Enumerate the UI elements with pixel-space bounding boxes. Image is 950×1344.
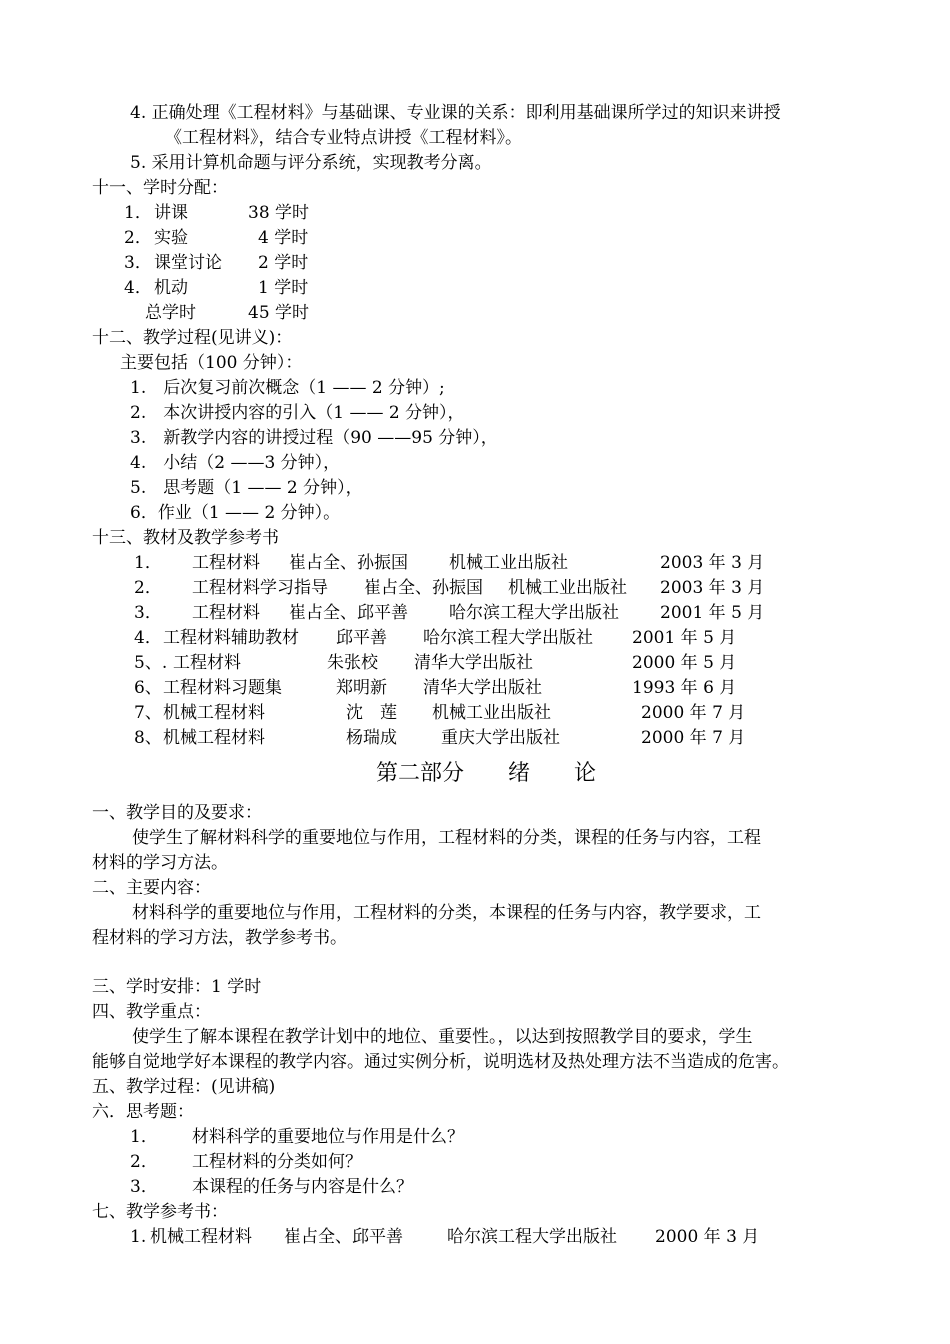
book-title: 工程材料 <box>192 553 260 573</box>
book-date: 2000 年 5 月 <box>632 653 737 673</box>
ref-publisher: 哈尔滨工程大学出版社 <box>447 1227 617 1247</box>
book-title: 机械工程材料 <box>163 728 265 748</box>
book-publisher: 哈尔滨工程大学出版社 <box>423 628 593 648</box>
content-line2: 程材料的学习方法，教学参考书。 <box>92 928 347 948</box>
hours-value: 2 学时 <box>258 253 309 273</box>
book-date: 2001 年 5 月 <box>632 628 737 648</box>
book-title: 工程材料辅助教材 <box>163 628 299 648</box>
goal-line2: 材料的学习方法。 <box>92 853 228 873</box>
book-date: 1993 年 6 月 <box>632 678 737 698</box>
book-title: 工程材料习题集 <box>163 678 282 698</box>
process-item: 4. 小结（2 ——3 分钟）， <box>130 453 341 473</box>
part2-title: 第二部分 绪 论 <box>376 761 597 786</box>
book-title: 工程材料学习指导 <box>192 578 328 598</box>
book-title: 机械工程材料 <box>163 703 265 723</box>
hours-total-value: 45 学时 <box>248 303 310 323</box>
book-author: 杨瑞成 <box>346 728 397 748</box>
process-item: 1. 后次复习前次概念（1 —— 2 分钟）; <box>130 378 445 398</box>
book-date: 2001 年 5 月 <box>660 603 765 623</box>
book-num: 1． <box>134 553 162 573</box>
item4-line2: 《工程材料》，结合专业特点讲授《工程材料》。 <box>165 128 522 148</box>
book-publisher: 清华大学出版社 <box>414 653 533 673</box>
book-publisher: 清华大学出版社 <box>423 678 542 698</box>
book-author: 崔占全、邱平善 <box>289 603 408 623</box>
book-num: 2． <box>134 578 162 598</box>
book-date: 2000 年 7 月 <box>641 703 746 723</box>
focus-line1: 使学生了解本课程在教学计划中的地位、重要性。，以达到按照教学目的要求，学生 <box>132 1027 753 1047</box>
books-heading: 十三、教材及教学参考书 <box>92 528 279 548</box>
book-date: 2000 年 7 月 <box>641 728 746 748</box>
hours-value: 38 学时 <box>248 203 310 223</box>
refs-heading: 七、教学参考书： <box>92 1202 228 1222</box>
book-publisher: 机械工业出版社 <box>432 703 551 723</box>
book-date: 2003 年 3 月 <box>660 578 765 598</box>
process-heading: 十二、教学过程(见讲义)： <box>92 328 293 348</box>
book-publisher: 机械工业出版社 <box>449 553 568 573</box>
hours-heading: 十一、学时分配： <box>92 178 228 198</box>
book-num: 5、. <box>134 653 168 673</box>
book-date: 2003 年 3 月 <box>660 553 765 573</box>
question-text: 材料科学的重要地位与作用是什么？ <box>192 1127 464 1147</box>
hours-label: 课堂讨论 <box>154 253 222 273</box>
question-num: 2． <box>130 1152 158 1172</box>
goal-line1: 使学生了解材料科学的重要地位与作用，工程材料的分类，课程的任务与内容，工程 <box>132 828 761 848</box>
hours-value: 4 学时 <box>258 228 309 248</box>
ref-title: 机械工程材料 <box>150 1227 252 1247</box>
process-intro: 主要包括（100 分钟）： <box>120 353 303 373</box>
process-item: 5. 思考题（1 —— 2 分钟）， <box>130 478 363 498</box>
questions-heading: 六．思考题： <box>92 1102 194 1122</box>
book-publisher: 机械工业出版社 <box>508 578 627 598</box>
schedule: 三、学时安排：1 学时 <box>92 977 262 997</box>
hours-num: 3． <box>124 253 152 273</box>
book-author: 崔占全、孙振国 <box>364 578 483 598</box>
book-num: 8、 <box>134 728 162 748</box>
ref-date: 2000 年 3 月 <box>655 1227 760 1247</box>
focus-heading: 四、教学重点： <box>92 1002 211 1022</box>
ref-num: 1. <box>130 1227 147 1247</box>
question-text: 本课程的任务与内容是什么？ <box>192 1177 413 1197</box>
book-author: 朱张校 <box>327 653 378 673</box>
hours-value: 1 学时 <box>258 278 309 298</box>
hours-num: 4． <box>124 278 152 298</box>
teaching-process: 五、教学过程：(见讲稿) <box>92 1077 276 1097</box>
item5: 5. 采用计算机命题与评分系统，实现教考分离。 <box>130 153 492 173</box>
book-num: 6、 <box>134 678 162 698</box>
book-num: 7、 <box>134 703 162 723</box>
goal-heading: 一、教学目的及要求： <box>92 803 262 823</box>
book-title: 工程材料 <box>173 653 241 673</box>
hours-num: 1． <box>124 203 152 223</box>
book-publisher: 重庆大学出版社 <box>441 728 560 748</box>
hours-label: 实验 <box>154 228 188 248</box>
hours-num: 2． <box>124 228 152 248</box>
book-publisher: 哈尔滨工程大学出版社 <box>449 603 619 623</box>
question-num: 1． <box>130 1127 158 1147</box>
question-num: 3． <box>130 1177 158 1197</box>
ref-author: 崔占全、邱平善 <box>284 1227 403 1247</box>
book-num: 4． <box>134 628 162 648</box>
book-title: 工程材料 <box>192 603 260 623</box>
item4-line1: 4. 正确处理《工程材料》与基础课、专业课的关系：即利用基础课所学过的知识来讲授 <box>130 103 781 123</box>
process-item: 3. 新教学内容的讲授过程（90 ——95 分钟）， <box>130 428 498 448</box>
book-author: 邱平善 <box>336 628 387 648</box>
book-author: 郑明新 <box>336 678 387 698</box>
book-author: 沈 莲 <box>346 703 397 723</box>
content-heading: 二、主要内容： <box>92 878 211 898</box>
book-num: 3． <box>134 603 162 623</box>
hours-label: 讲课 <box>154 203 188 223</box>
content-line1: 材料科学的重要地位与作用，工程材料的分类，本课程的任务与内容，教学要求，工 <box>132 903 761 923</box>
hours-total-label: 总学时 <box>145 303 196 323</box>
process-item: 2. 本次讲授内容的引入（1 —— 2 分钟）， <box>130 403 465 423</box>
question-text: 工程材料的分类如何？ <box>192 1152 362 1172</box>
focus-line2: 能够自觉地学好本课程的教学内容。通过实例分析，说明选材及热处理方法不当造成的危害。 <box>92 1052 789 1072</box>
process-item: 6．作业（1 —— 2 分钟）。 <box>130 503 341 523</box>
hours-label: 机动 <box>154 278 188 298</box>
book-author: 崔占全、孙振国 <box>289 553 408 573</box>
